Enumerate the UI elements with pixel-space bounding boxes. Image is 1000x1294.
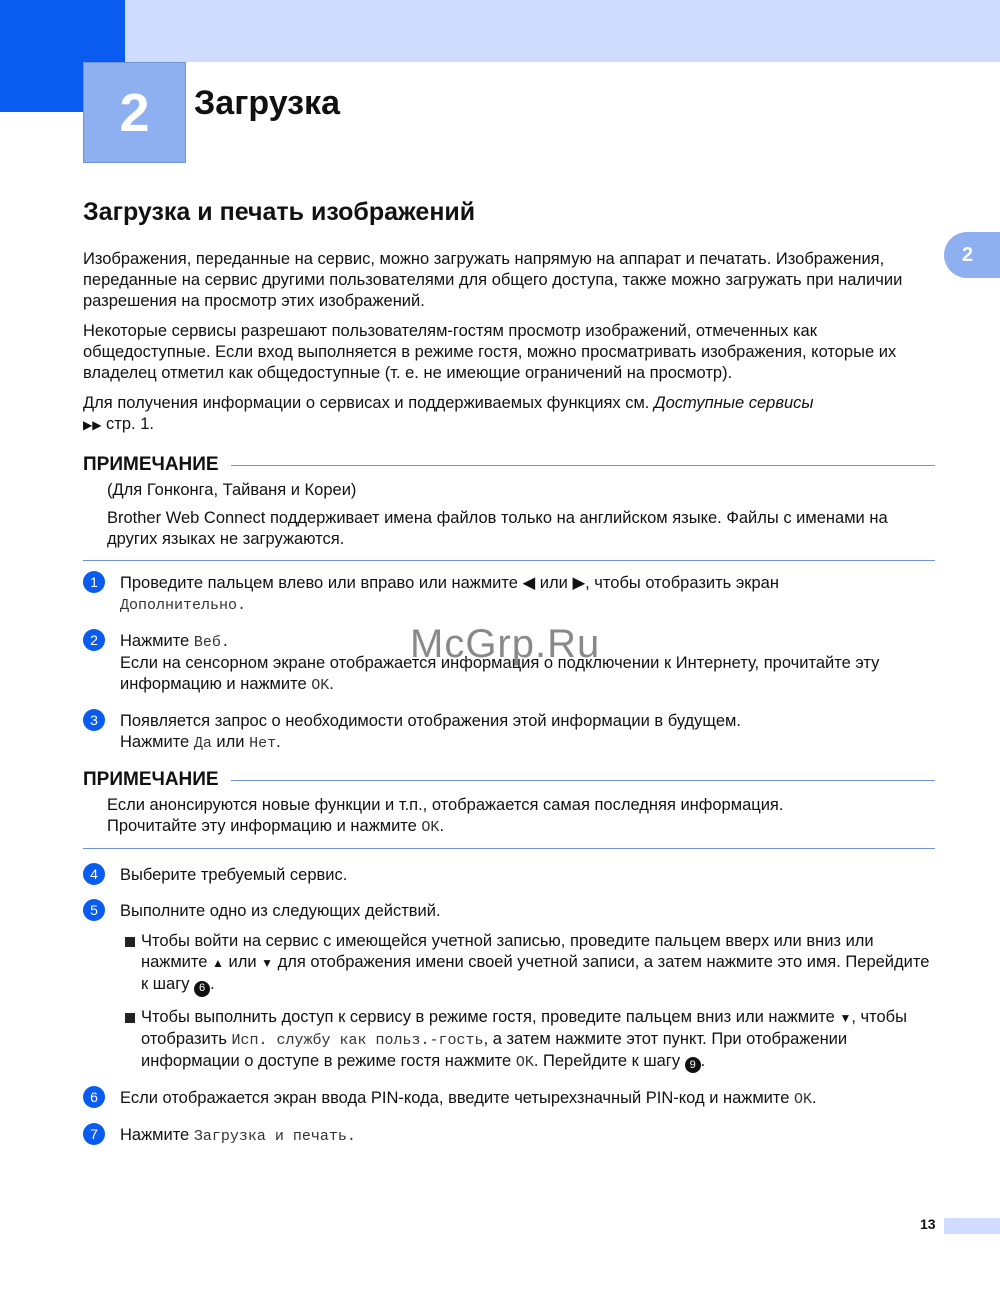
step-number-icon: 3 bbox=[83, 709, 105, 731]
screen-label: OK bbox=[311, 677, 330, 694]
header-band bbox=[0, 0, 1000, 62]
footer-bar bbox=[944, 1218, 1000, 1234]
screen-label: Дополнительно. bbox=[120, 597, 247, 614]
step-reference-icon: 6 bbox=[194, 981, 210, 997]
cross-reference-link[interactable]: Доступные сервисы bbox=[653, 394, 814, 412]
step-1: 1 Проведите пальцем влево или вправо или нажмите ◀ или ▶, чтобы отобразить экран Дополнительно. bbox=[83, 573, 935, 616]
note-line: Прочитайте эту информацию и нажмите OK. bbox=[107, 817, 445, 836]
intro-paragraph-2: Некоторые сервисы разрешают пользователям-гостям просмотр изображений, отмеченных как общедоступные. Если вход выполняется в режиме гостя, можно просматривать изображения, которые их владелец отметил как общедоступные (т. е. не имеющие ограничений на просмотр). bbox=[83, 322, 897, 382]
note-end-divider bbox=[83, 848, 935, 849]
page-content bbox=[83, 194, 935, 1162]
step-number-icon: 7 bbox=[83, 1123, 105, 1145]
intro-paragraph-1: Изображения, переданные на сервис, можно загружать напрямую на аппарат и печатать. Изображения, переданные на сервис другими пользователями для общего доступа, также можно загружать при наличии разрешения на просмотр этих изображений. bbox=[83, 250, 903, 310]
step-number-icon: 5 bbox=[83, 899, 105, 921]
section-title: Загрузка и печать изображений bbox=[83, 198, 476, 226]
note-end-divider bbox=[83, 560, 935, 561]
step-number-icon: 1 bbox=[83, 571, 105, 593]
square-bullet-icon bbox=[125, 937, 135, 947]
list-item: Чтобы выполнить доступ к сервису в режиме гостя, проведите пальцем вниз или нажмите ▼, чтобы отобразить Исп. службу как польз.-гость, а затем нажмите этот пункт. При отображении информации о доступе в режиме гостя нажмите OK. Перейдите к шагу 9 . bbox=[120, 1007, 935, 1074]
chapter-title: Загрузка bbox=[194, 84, 340, 122]
screen-label: Исп. службу как польз.-гость bbox=[231, 1031, 484, 1049]
note-divider bbox=[231, 465, 935, 466]
step-2: 2 Нажмите Веб. Если на сенсорном экране отображается информация о подключении к Интернету, прочитайте эту информацию и нажмите OK. bbox=[83, 631, 935, 696]
note-line: (Для Гонконга, Тайваня и Кореи) bbox=[107, 481, 357, 499]
up-arrow-icon: ▲ bbox=[212, 956, 224, 970]
step-number-icon: 4 bbox=[83, 863, 105, 885]
chapter-number: 2 bbox=[83, 62, 186, 163]
note-divider bbox=[231, 780, 935, 781]
note-1 bbox=[83, 454, 935, 561]
note-title: ПРИМЕЧАНИЕ bbox=[83, 454, 219, 475]
square-bullet-icon bbox=[125, 1013, 135, 1023]
page-number: 13 bbox=[920, 1216, 936, 1232]
step-6: 6 Если отображается экран ввода PIN-кода, введите четырехзначный PIN-код и нажмите OK. bbox=[83, 1088, 935, 1110]
screen-label: Загрузка и печать. bbox=[193, 1128, 356, 1145]
steps-list bbox=[83, 865, 935, 1147]
note-line: Если анонсируются новые функции и т.п., отображается самая последняя информация. bbox=[107, 796, 784, 814]
side-chapter-tab: 2 bbox=[944, 232, 1000, 278]
screen-label: Веб. bbox=[193, 634, 230, 651]
down-arrow-icon: ▼ bbox=[839, 1010, 852, 1025]
double-arrow-icon: ▶▶ bbox=[83, 418, 102, 432]
screen-label: OK bbox=[421, 819, 440, 836]
intro-paragraph-3: Для получения информации о сервисах и поддерживаемых функциях см. Доступные сервисы ▶▶ стр. 1. bbox=[83, 394, 814, 433]
step-reference-icon: 9 bbox=[685, 1057, 701, 1073]
step-number-icon: 2 bbox=[83, 629, 105, 651]
step-4: 4 Выберите требуемый сервис. bbox=[83, 865, 935, 886]
screen-label: Нет bbox=[249, 735, 277, 752]
step-3: 3 Появляется запрос о необходимости отображения этой информации в будущем. Нажмите Да или Нет. bbox=[83, 711, 935, 754]
step-7: 7 Нажмите Загрузка и печать. bbox=[83, 1125, 935, 1147]
note-title: ПРИМЕЧАНИЕ bbox=[83, 769, 219, 790]
note-2 bbox=[83, 769, 935, 849]
options-list bbox=[120, 931, 935, 1073]
screen-label: OK bbox=[794, 1091, 813, 1108]
watermark: McGrp.Ru bbox=[410, 622, 601, 666]
step-5: 5 Выполните одно из следующих действий. Чтобы войти на сервис с имеющейся учетной записью, проведите пальцем вверх или вниз или нажмите ▲ или ▼ для отображения имени своей учетной записи, а затем нажмите это имя. Перейдите к шагу 6 . Чтобы выполнить доступ к сервису в режиме гостя, проведите пальцем вниз или нажмите ▼, чтобы отобразить Исп. службу как польз.-гость, а затем нажмите этот пункт. При отображении информации о доступе в режиме гостя нажмите OK. Перейдите к шагу 9 . bbox=[83, 901, 935, 1083]
step-number-icon: 6 bbox=[83, 1086, 105, 1108]
down-arrow-icon: ▼ bbox=[261, 956, 274, 970]
screen-label: Да bbox=[193, 735, 212, 752]
note-line: Brother Web Connect поддерживает имена файлов только на английском языке. Файлы с именами на других языках не загружаются. bbox=[107, 509, 888, 548]
list-item: Чтобы войти на сервис с имеющейся учетной записью, проведите пальцем вверх или вниз или нажмите ▲ или ▼ для отображения имени своей учетной записи, а затем нажмите это имя. Перейдите к шагу 6 . bbox=[120, 931, 935, 997]
screen-label: OK bbox=[515, 1053, 534, 1071]
